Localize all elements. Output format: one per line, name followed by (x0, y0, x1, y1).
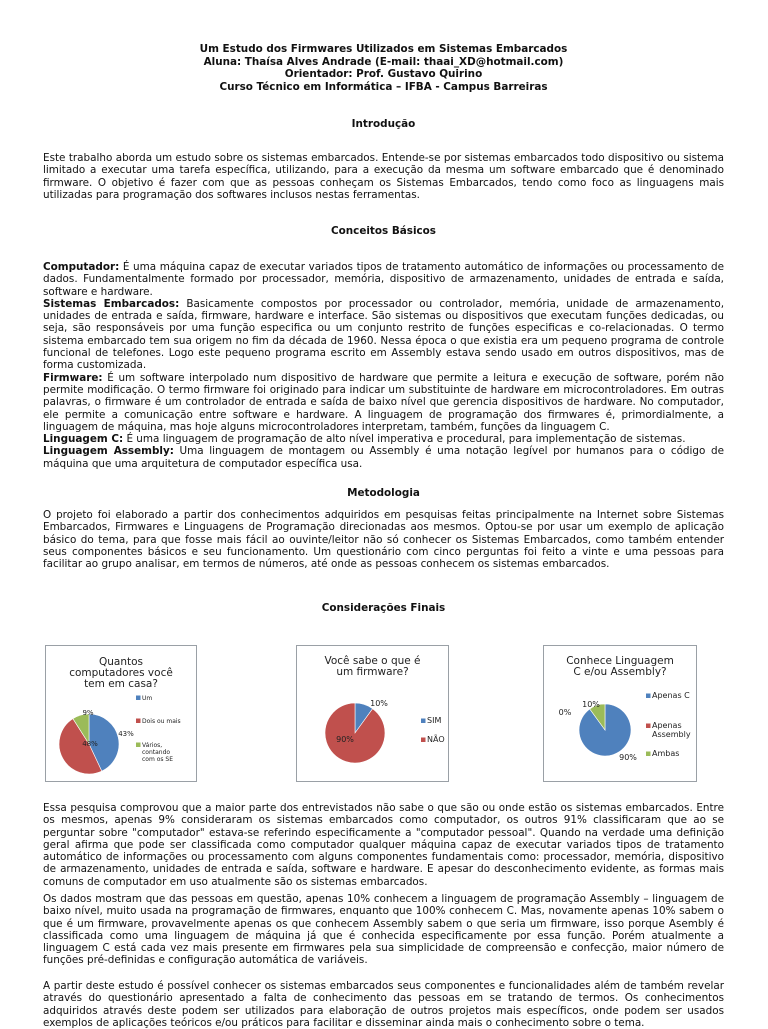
legend-label (427, 734, 445, 744)
legend-label (652, 691, 690, 700)
legend-swatch (646, 694, 651, 699)
paragraph-consideracoes-1: Essa pesquisa comprovou que a maior parte dos entrevistados não sabe o que são ou onde estão os sistemas embarcados. Entre os mesmos, apenas 9% consideraram os sistemas embarcados como computador, os outros 91% classificaram que ao se perguntar sobre "computador" estava-se referindo especificamente a "computador pessoal". Quando na verdade uma definição geral afirma que pode ser classificada como computador qualquer máquina capaz de executar variados tipos de tratamento automático de informações ou processamento com alguns componentes fundamentais como: processador, memória, dispositivo de armazenamento, unidades de entrada e saída, software e hardware. E apesar do desconhecimento evidente, as formas mais comuns de computador em uso atualmente são os sistemas embarcados. (43, 802, 724, 888)
legend-label-line: Assembly (652, 730, 691, 739)
term-definition: Basicamente compostos por processador ou controlador, memória, unidade de armazenamento, unidades de entrada e saída, firmware, hardware e interface. São sistemas ou dispositivos que executam funções dedicadas, ou seja, são responsáveis por uma função especifica ou um conjunto restrito de funções especificas e co-relacionadas. O termo sistema embarcado tem sua origem no fim da década de 1960. Nessa época o que existia era um pequeno programa de controle funcional de telefones. Logo este pequeno programa escrito em Assembly estava sendo usado em outros dispositivos, mas de forma customizada. (43, 297, 724, 372)
legend-label-line: contando (142, 749, 171, 756)
chart-title-line: Você sabe o que é (324, 655, 421, 667)
term-label: Computador: (43, 261, 120, 273)
legend-label (427, 716, 441, 725)
pie-slice (325, 703, 385, 763)
paragraph-introducao: Este trabalho aborda um estudo sobre os sistemas embarcados. Entende-se por sistemas embarcados todo dispositivo ou sistema limitado a executar uma tarefa específica, utilizando, para a execução da mesma um software embarcado que é denominado firmware. O objetivo é fazer com que as pessoas conheçam os Sistemas Embarcados, tendo como foco as linguagens mais utilizadas para programação dos softwares inclusos nestas ferramentas. (43, 152, 724, 201)
pie-data-label: 0% (558, 708, 572, 717)
legend-label-line: Vários, (142, 742, 163, 749)
pie-data-label: 90% (619, 753, 637, 762)
definition-linguagem-c (43, 433, 724, 445)
pie-data-label: 43% (118, 730, 134, 738)
paragraph-metodologia: O projeto foi elaborado a partir dos conhecimentos adquiridos em pesquisas feitas principalmente na Internet sobre Sistemas Embarcados, Firmwares e Linguagens de Programação direcionadas aos mesmos. Optou-se por usar um exemplo de aplicação básico do tema, para que fosse mais fácil ao ouvinte/leitor não só conhecer os Sistemas Embarcados, como também entender seus componentes básicos e seu funcionamento. Um questionário com cinco perguntas foi feito a vinte e uma pessoas para facilitar ao grupo analisar, em termos de números, até onde as pessoas conhecem os sistemas embarcados. (43, 509, 724, 571)
legend-label (142, 695, 152, 702)
pie-data-label: 48% (82, 740, 98, 748)
term-label: Linguagem Assembly: (43, 445, 174, 458)
heading-metodologia: Metodologia (347, 487, 420, 499)
chart-linguagem (543, 645, 697, 782)
pie-data-label: 90% (336, 735, 354, 744)
definition-computador (43, 261, 724, 298)
legend-label (652, 721, 691, 739)
pie-data-label: 10% (582, 700, 600, 709)
term-definition: É uma máquina capaz de executar variados tipos de tratamento automático de informações ou processamento de dados. Fundamentalmente formado por processador, memória, dispositivo de armazenamento, unidades de entrada e saída, software e hardware. (43, 261, 724, 298)
term-definition: É um software interpolado num dispositivo de hardware que permite a leitura e execução de software, porém não permite modificação. O termo firmware foi originado para indicar um substituinte de hardware em microcontroladores. Em outras palavras, o firmware é um controlador de entrada e saída de baixo nível que gerencia dispositivos de hardware. No computador, ele permite a comunicação entre software e hardware. A linguagem de programação dos firmwares é, primordialmente, a linguagem de máquina, mas hoje alguns microcontroladores interpretam, também, funções da linguagem C. (43, 371, 724, 433)
legend-label-line: Apenas C (652, 691, 690, 700)
legend-swatch (646, 724, 651, 729)
legend-swatch (421, 738, 426, 743)
chart-title-line: computadores você (69, 667, 173, 679)
chart-title-line: C e/ou Assembly? (573, 666, 667, 678)
concepts-list (43, 261, 724, 470)
legend-label (142, 718, 181, 725)
chart-firmware-svg (297, 646, 448, 781)
paper-title: Um Estudo dos Firmwares Utilizados em Sistemas Embarcados (199, 43, 568, 55)
heading-conceitos: Conceitos Básicos (331, 225, 436, 237)
author-line: Aluna: Thaísa Alves Andrade (E-mail: thaai_XD@hotmail.com) (203, 55, 564, 68)
paragraph-consideracoes-2: Os dados mostram que das pessoas em questão, apenas 10% conhecem a linguagem de programação Assembly – linguagem de baixo nível, muito usada na programação de firmwares, enquanto que 100% conhecem C. Mas, novamente apenas 10% sabem o que é um firmware, provavelmente apenas os que conhecem Assembly sabem o que seria um firmware, isso porque Asembly é classificada como uma linguagem de máquina já que é conhecida especificamente por essa função. Porém atualmente a linguagem C está cada vez mais presente em firmwares pela sua simplicidade de compreensão e confecção, maior número de funções pré-definidas e configuração automática de variáveis. (43, 893, 724, 967)
legend-label-line: SIM (427, 716, 442, 725)
paper-page (43, 0, 724, 1029)
term-label: Firmware: (43, 371, 103, 384)
term-label: Sistemas Embarcados: (43, 297, 180, 310)
chart-title (69, 656, 173, 690)
legend-swatch (136, 719, 141, 724)
legend-label (142, 742, 173, 763)
definition-sistemas-embarcados (43, 298, 724, 372)
legend-swatch (421, 719, 426, 724)
pie-data-label: 10% (370, 699, 388, 708)
definition-linguagem-assembly (43, 445, 724, 470)
term-definition: É uma linguagem de programação de alto nível imperativa e procedural, para implementação de sistemas. (123, 433, 686, 446)
legend-label-line: Apenas (652, 721, 682, 730)
chart-title-line: Conhece Linguagem (566, 655, 674, 667)
chart-linguagem-svg (544, 646, 696, 781)
legend-swatch (646, 752, 651, 757)
definition-firmware (43, 372, 724, 433)
pie-data-label: 9% (82, 709, 94, 717)
heading-consideracoes: Considerações Finais (321, 602, 446, 614)
legend-label-line: com os SE (142, 756, 174, 763)
heading-introducao: Introdução (351, 118, 416, 130)
legend-swatch (136, 743, 141, 748)
paragraph-consideracoes-3: A partir deste estudo é possível conhecer os sistemas embarcados seus componentes e funcionalidades além de também revelar através do questionário apresentado a falta de conhecimento das pessoas em se tratando de termos. Os conhecimentos adquiridos através deste podem ser utilizados para elaboração de outros projetos mais específicos, onde podem ser usados exemplos de aplicações teóricos e/ou práticos para facilitar e disseminar ainda mais o conhecimento sobre o tema. (43, 980, 724, 1029)
chart-title-line: tem em casa? (84, 678, 158, 690)
legend-swatch (136, 696, 141, 701)
chart-computadores (45, 645, 197, 782)
term-label: Linguagem C: (43, 433, 124, 446)
advisor-line: Orientador: Prof. Gustavo Quirino (284, 68, 483, 81)
course-line: Curso Técnico em Informática – IFBA - Campus Barreiras (219, 80, 548, 93)
chart-computadores-svg (46, 646, 196, 781)
legend-label-line: Ambas (652, 749, 680, 758)
chart-title-line: Quantos (98, 656, 144, 668)
legend-label-line: Um (142, 695, 153, 702)
chart-title (566, 655, 674, 678)
chart-firmware (296, 645, 449, 782)
paper-header (43, 43, 724, 93)
legend-label-line: NÃO (427, 735, 445, 744)
chart-title-line: um firmware? (336, 666, 409, 678)
chart-title (324, 655, 420, 678)
term-definition: Uma linguagem de montagem ou Assembly é uma notação legível por humanos para o código de máquina que uma arquitetura de computador específica usa. (43, 445, 724, 470)
legend-label (652, 749, 679, 758)
legend-label-line: Dois ou mais (142, 718, 181, 725)
